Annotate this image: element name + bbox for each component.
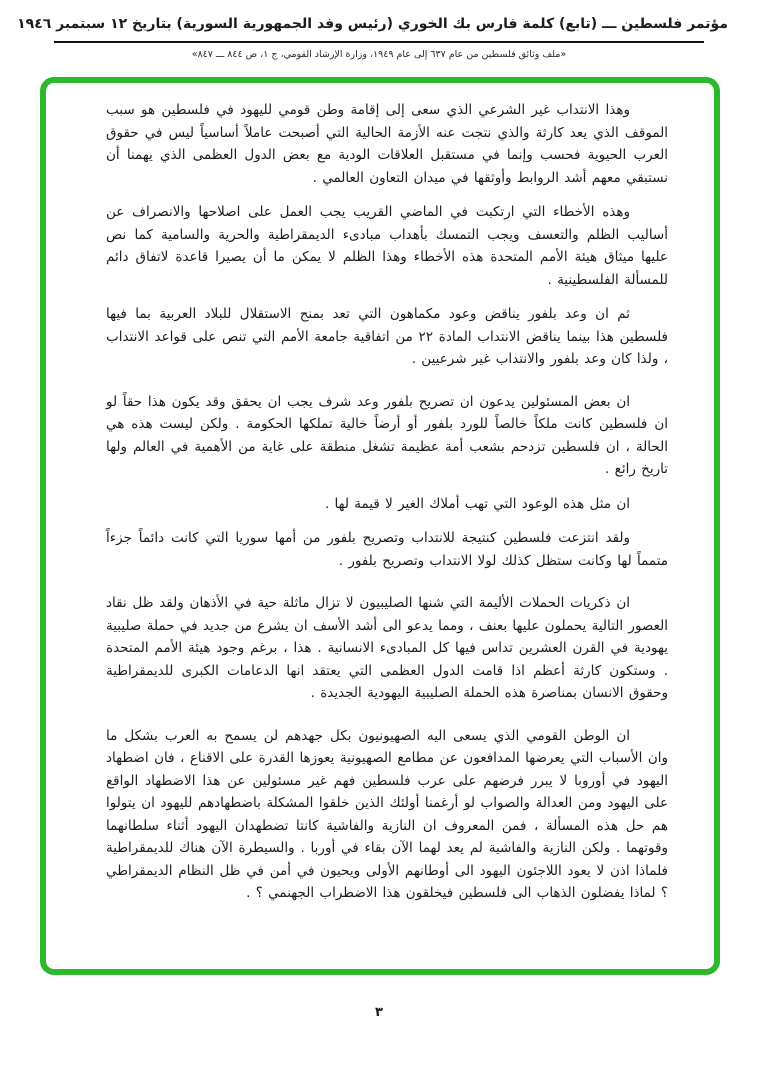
body-paragraph-6: ولقد انتزعت فلسطين كنتيجة للانتداب وتصريح بلفور من أمها سوريا التي كانت دائماً جزءاً متمماً لها وكانت ستظل كذلك لولا الانتداب وتصريح بلفور .	[106, 530, 668, 569]
body-paragraph-5: ان مثل هذه الوعود التي تهب أملاك الغير لا قيمة لها .	[324, 495, 630, 512]
source-citation: «ملف وثائق فلسطين من عام ٦٣٧ إلى عام ١٩٤٩، وزارة الإرشاد القومي، ج ١، ص ٨٤٤ ـــ ٨٤٧»	[191, 49, 567, 60]
header-divider	[54, 41, 704, 43]
page-number: ٣	[375, 1005, 383, 1021]
document-footer	[0, 1001, 758, 1020]
body-paragraph-2: وهذه الأخطاء التي ارتكبت في الماضي القريب يجب العمل على اصلاحها والانصراف عن أساليب الظلم والتعسف ويجب التمسك بأهداب مبادىء الديمقراطية والحرية والسامية كما نص عليها ميثاق هيئة الأمم المتحدة هذه الأخطاء وهذا الظلم لا يمكن ما أن يصيرا قاعدة لاتفاق دائم للمسألة الفلسطينية .	[106, 204, 668, 288]
body-paragraph-4: ان بعض المسئولين يدعون ان تصريح بلفور وعد شرف يجب ان يحقق وقد يكون هذا حقاً لو ان فلسطين كانت ملكاً خالصاً للورد بلفور أو أرضاً خالية تملكها الحكومة . ولكن ليست هذه هي الحالة ، ان فلسطين تزدحم بشعب أمة عظيمة تشغل منطقة على غاية من الأهمية في العالم ولها تاريخ رائع .	[106, 393, 668, 478]
body-paragraph-8: ان الوطن القومي الذي يسعى اليه الصهيونيون بكل جهدهم لن يسمح به العرب بشكل ما وان الأسباب التي يعرضها المدافعون عن مطامع الصهيونية يعوزها القدرة على الاقناع ، فان اضطهاد اليهود في أوروبا لا يبرر فرضهم على عرب فلسطين فهم غير مسئولين عن هذا الاضطهاد الواقع على اليهود ومن العدالة والصواب لو أرغمنا أولئك الذين خلقوا المشكلة باضطهادهم لليهود ان يتولوا هم حل هذه المسألة ، فمن المعروف ان النازية والفاشية كانتا تضطهدان اليهود أثناء سلطانهما وقوتهما . ولكن النازية والفاشية لم يعد لهما الآن بقاء في أوربا . والسيطرة الآن هناك للديمقراطية فلماذا اذن لا يعود اللاجئون اليهود الى أوطانهم الأولى ويحيون في أمن في ظل النظام الديمقراطي ؟ لماذا يفضلون الذهاب الى فلسطين فيخلقون هذا الاضطراب الجهنمي ؟ .	[106, 727, 668, 902]
body-paragraph-7: ان ذكريات الحملات الأليمة التي شنها الصليبيون لا تزال ماثلة حية في الأذهان ولقد ظل نقاد العصور التالية يحملون عليها بعنف ، ومما يدعو الى أشد الأسف ان يشرع من جديد في حملة صليبية يهودية في القرن العشرين تداس فيها كل المبادىء الانسانية . هذا ، برغم وجود هيئة الأمم المتحدة . وستكون كارثة أعظم اذا قامت الدول العظمى التي يعتقد انها الدعامات الكبرى للديمقراطية وحقوق الانسان بمناصرة هذه الحملة الصليبية اليهودية الجديدة .	[106, 595, 668, 702]
body-paragraph-1: وهذا الانتداب غير الشرعي الذي سعى إلى إقامة وطن قومي لليهود في فلسطين هو سبب الموقف الذي يعد كارثة والذي نتجت عنه الأزمة الحالية التي أصبحت عاملاً أساسياً ليس في حقوق العرب الحيوية فحسب وإنما في مستقبل العلاقات الودية مع بعض الدول العظمى الذي يهمنا أن نستبقي معهم أشد الروابط وأوثقها في ميدان التعاون العالمي .	[106, 102, 668, 186]
document-header	[0, 0, 758, 61]
page-title: مؤتمر فلسطين ـــ (تابع) كلمة فارس بك الخوري (رئيس وفد الجمهورية السورية) بتاريخ ١٢ سبتمبر ١٩٤٦	[17, 16, 728, 32]
body-paragraph-3: ثم ان وعد بلفور يناقض وعود مكماهون التي تعد بمنح الاستقلال للبلاد العربية بما فيها فلسطين هذا بينما يناقض الانتداب المادة ٢٢ من اتفاقية جامعة الأمم التي تنص على قواعد الانتداب ، ولذا كان وعد بلفور والانتداب غير شرعيين .	[106, 306, 669, 368]
highlight-box	[40, 77, 720, 975]
